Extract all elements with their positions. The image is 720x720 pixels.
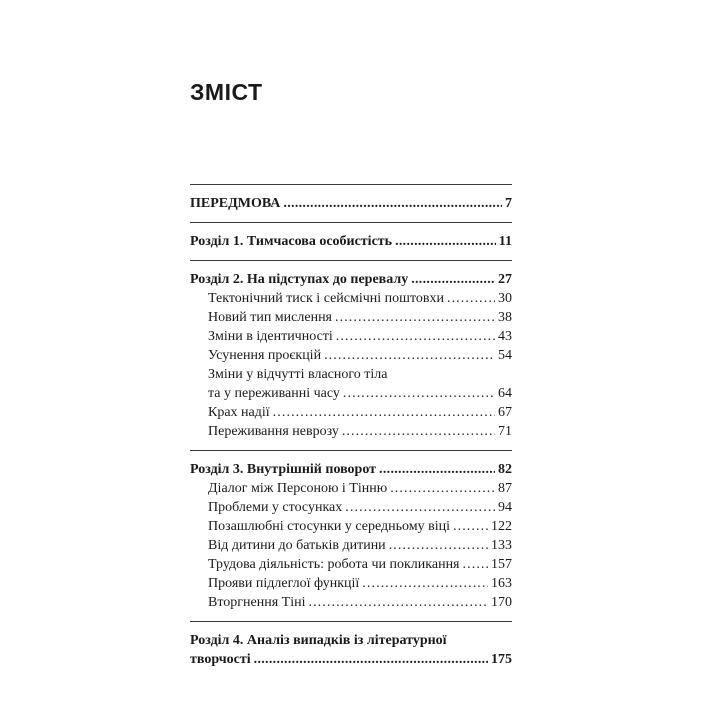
dot-leader: [390, 479, 495, 498]
toc-entry-page: 54: [498, 348, 512, 363]
toc-entry-label: Переживання неврозу: [208, 424, 339, 439]
toc-entry-label: Трудова діяльність: робота чи покликання: [208, 557, 460, 572]
dot-leader: [343, 384, 495, 403]
toc-entry-page: 94: [498, 500, 512, 515]
dot-leader: [411, 270, 495, 289]
toc-subentry[interactable]: [190, 479, 512, 498]
toc-entry-page: 38: [498, 310, 512, 325]
toc-entry-label: Розділ 3. Внутрішній поворот: [190, 462, 377, 477]
toc-entry-label: ПЕРЕДМОВА: [190, 196, 281, 211]
toc-entry-page: 11: [498, 234, 512, 249]
toc-entry-label: Вторгнення Тіні: [208, 595, 306, 610]
toc-entry-chapter-4-line1[interactable]: Розділ 4. Аналіз випадків із літературної: [190, 633, 447, 648]
dot-leader: [342, 422, 495, 441]
toc-subentry[interactable]: [190, 536, 512, 555]
toc-entry-page: 64: [498, 386, 512, 401]
toc-entry-label: Діалог між Персоною і Тінню: [208, 481, 388, 496]
toc-entry-page: 27: [498, 272, 512, 287]
dot-leader: [324, 346, 495, 365]
dot-leader: [345, 498, 495, 517]
toc-entry-chapter-1[interactable]: [190, 232, 512, 251]
dot-leader: [389, 536, 488, 555]
toc-entry-label: Від дитини до батьків дитини: [208, 538, 386, 553]
page-title: ЗМІСТ: [190, 79, 263, 105]
dot-leader: [453, 517, 488, 536]
toc-entry-page: 30: [498, 291, 512, 306]
toc-entry-label: та у переживанні часу: [208, 386, 340, 401]
toc-subentry[interactable]: [190, 327, 512, 346]
dot-leader: [362, 574, 488, 593]
dot-leader: [447, 289, 495, 308]
toc-entry-label: Новий тип мислення: [208, 310, 332, 325]
toc-entry-chapter-4[interactable]: [190, 650, 512, 669]
toc-subentry[interactable]: [190, 517, 512, 536]
toc-subentry[interactable]: [190, 422, 512, 441]
toc-entry-label: Тектонічний тиск і сейсмічні поштовхи: [208, 291, 444, 306]
toc-entry-page: 170: [491, 595, 512, 610]
toc-subentry[interactable]: [190, 403, 512, 422]
toc-entry-label: Зміни в ідентичності: [208, 329, 333, 344]
dot-leader: [273, 403, 495, 422]
toc-subentry[interactable]: [190, 308, 512, 327]
toc-entry-page: 163: [491, 576, 512, 591]
toc-entry-page: 157: [491, 557, 512, 572]
divider: [190, 184, 512, 185]
dot-leader: [336, 327, 495, 346]
toc-entry-chapter-3[interactable]: [190, 460, 512, 479]
toc-entry-page: 122: [491, 519, 512, 534]
toc-subentry[interactable]: [190, 289, 512, 308]
toc-entry-chapter-2[interactable]: [190, 270, 512, 289]
dot-leader: [379, 460, 495, 479]
toc-subentry[interactable]: [190, 384, 512, 403]
dot-leader: [254, 650, 488, 669]
toc-subentry[interactable]: [190, 346, 512, 365]
divider: [190, 260, 512, 261]
toc-subentry[interactable]: [190, 555, 512, 574]
divider: [190, 621, 512, 622]
toc-entry-foreword[interactable]: [190, 194, 512, 213]
toc-entry-page: 43: [498, 329, 512, 344]
toc-entry-page: 71: [498, 424, 512, 439]
dot-leader: [335, 308, 495, 327]
toc-entry-page: 87: [498, 481, 512, 496]
divider: [190, 222, 512, 223]
toc-subentry[interactable]: [190, 498, 512, 517]
toc-entry-page: 7: [505, 196, 512, 211]
toc-entry-label: Проблеми у стосунках: [208, 500, 343, 515]
dot-leader: [395, 232, 496, 251]
toc-entry-label: Розділ 1. Тимчасова особистість: [190, 234, 393, 249]
toc-entry-label: творчості: [190, 652, 251, 667]
toc-entry-page: 82: [498, 462, 512, 477]
toc-entry-label: Усунення проєкцій: [208, 348, 322, 363]
toc-subentry-line1[interactable]: Зміни у відчутті власного тіла: [208, 367, 388, 382]
toc-subentry[interactable]: [190, 593, 512, 612]
dot-leader: [463, 555, 488, 574]
toc-entry-label: Розділ 2. На підступах до перевалу: [190, 272, 409, 287]
divider: [190, 450, 512, 451]
toc-entry-label: Позашлюбні стосунки у середньому віці: [208, 519, 450, 534]
table-of-contents: [190, 175, 512, 669]
dot-leader: [283, 194, 502, 213]
toc-entry-label: Прояви підлеглої функції: [208, 576, 360, 591]
toc-entry-page: 67: [498, 405, 512, 420]
toc-subentry[interactable]: [190, 574, 512, 593]
toc-entry-label: Крах надії: [208, 405, 270, 420]
toc-entry-page: 175: [491, 652, 512, 667]
dot-leader: [308, 593, 488, 612]
toc-entry-page: 133: [491, 538, 512, 553]
